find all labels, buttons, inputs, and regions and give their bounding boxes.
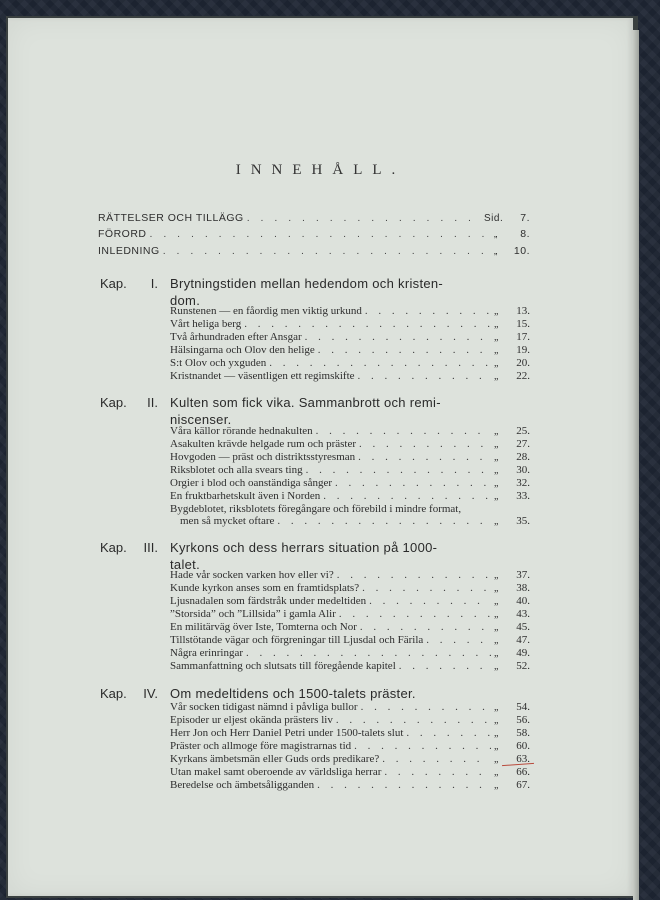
chapter-number: I. [150, 276, 158, 291]
toc-row [170, 582, 530, 595]
dot-leader [244, 318, 491, 331]
toc-row [170, 608, 530, 621]
toc-row [170, 370, 530, 383]
dot-leader [335, 477, 491, 490]
toc-row [170, 714, 530, 727]
page-marker: „ [494, 319, 499, 330]
page-marker: „ [494, 345, 499, 356]
page-number: 7. [520, 212, 530, 224]
chapter-title-line: Kyrkons och dess herrars situation på 1000- [170, 540, 438, 555]
chapter-title-line: talet. [170, 557, 200, 572]
toc-row [170, 331, 530, 344]
toc-row-label: Präster och allmoge före magistrarnas tid [170, 740, 352, 752]
chapter-title-line: Om medeltidens och 1500-talets präster. [170, 686, 416, 701]
toc-row-label: Ljusnadalen som färdstråk under medeltiden [170, 595, 367, 607]
dot-leader [269, 357, 491, 370]
chapter-title-line: Brytningstiden mellan hedendom och kristen- [170, 276, 444, 291]
toc-row [170, 490, 530, 503]
page-number: 45. [516, 621, 530, 633]
page-marker: „ [494, 728, 499, 739]
chapter-label: Kap. [100, 540, 127, 555]
toc-row-label: Vårt heliga berg [170, 318, 242, 330]
dot-leader [369, 595, 491, 608]
toc-row-label: RÄTTELSER OCH TILLÄGG [98, 212, 244, 224]
page-number: 30. [516, 464, 530, 476]
page-marker: „ [494, 358, 499, 369]
page-marker: „ [494, 229, 498, 240]
page-marker: „ [494, 583, 499, 594]
toc-row-label: Kristnandet — väsentligen ett regimskifte [170, 370, 355, 382]
toc-row-forord [98, 228, 530, 241]
page-marker: Sid. [484, 213, 504, 224]
dot-leader [339, 608, 491, 621]
page-marker: „ [494, 426, 499, 437]
chapter-title-line: dom. [170, 293, 201, 308]
dot-leader [354, 740, 491, 753]
toc-row-label: Sammanfattning och slutsats till föregående kapitel [170, 660, 396, 672]
dot-leader [305, 331, 491, 344]
toc-row-label: Kyrkans ämbetsmän eller Guds ords predikare? [170, 753, 380, 765]
page-number: 67. [516, 779, 530, 791]
dot-leader [360, 621, 491, 634]
page-stack-edge [633, 30, 639, 900]
toc-row-label: Riksblotet och alla svears ting [170, 464, 303, 476]
dot-leader [247, 212, 481, 225]
dot-leader [399, 660, 491, 673]
page-number: 38. [516, 582, 530, 594]
dot-leader [336, 714, 491, 727]
toc-row [170, 357, 530, 370]
toc-row-inledning [98, 245, 530, 258]
page-number: 56. [516, 714, 530, 726]
page-marker: „ [494, 635, 499, 646]
toc-row-label-line: Bygdeblotet, riksblotets föregångare och förebild i mindre format, [170, 503, 462, 515]
page-number: 17. [516, 331, 530, 343]
page-marker: „ [494, 246, 498, 257]
page-number: 27. [516, 438, 530, 450]
toc-row [170, 660, 530, 673]
toc-row-label: Kunde kyrkon anses som en framtidsplats? [170, 582, 360, 594]
toc-row-label: Hade vår socken varken hov eller vi? [170, 569, 334, 581]
toc-row-label: Beredelse och ämbetsåligganden [170, 779, 315, 791]
chapter-number: III. [143, 540, 158, 555]
page-marker: „ [494, 609, 499, 620]
page-number: 32. [516, 477, 530, 489]
page-number: 52. [516, 660, 530, 672]
toc-row-label: Våra källor rörande hednakulten [170, 425, 313, 437]
dot-leader [318, 344, 491, 357]
page-marker: „ [494, 741, 499, 752]
page-number: 33. [516, 490, 530, 502]
dot-leader [317, 779, 491, 792]
page-marker: „ [494, 661, 499, 672]
toc-row [170, 740, 530, 753]
chapter-label: Kap. [100, 686, 127, 701]
toc-row-label: Hälsingarna och Olov den helige [170, 344, 315, 356]
page-marker: „ [494, 452, 499, 463]
toc-row [170, 779, 530, 792]
page-marker: „ [494, 516, 499, 527]
toc-row-label: En fruktbarhetskult även i Norden [170, 490, 321, 502]
toc-row-label: Vår socken tidigast nämnd i påvliga bullor [170, 701, 358, 713]
toc-row-label: S:t Olov och yxguden [170, 357, 267, 369]
dot-leader [362, 582, 491, 595]
chapter-title-line: niscenser. [170, 412, 232, 427]
toc-row-label: En militärväg över Iste, Tomterna och Nor [170, 621, 357, 633]
page-number: 43. [516, 608, 530, 620]
page-number: 37. [516, 569, 530, 581]
toc-row [170, 464, 530, 477]
dot-leader [323, 490, 491, 503]
chapter-title [170, 275, 443, 309]
toc-row [170, 425, 530, 438]
toc-row [170, 753, 530, 766]
page-number: 20. [516, 357, 530, 369]
page-number: 49. [516, 647, 530, 659]
dot-leader [384, 766, 491, 779]
page-marker: „ [494, 596, 499, 607]
toc-row [170, 595, 530, 608]
toc-row-label: Hovgoden — präst och distriktsstyresman [170, 451, 356, 463]
chapter-title [170, 394, 441, 428]
toc-row-label: Två århundraden efter Ansgar [170, 331, 302, 343]
page-number: 66. [516, 766, 530, 778]
page-number: 25. [516, 425, 530, 437]
toc-row-label: ”Storsida” och ”Lillsida” i gamla Alir [170, 608, 336, 620]
page-marker: „ [494, 465, 499, 476]
page-number: 60. [516, 740, 530, 752]
page-number: 47. [516, 634, 530, 646]
dot-leader [337, 569, 491, 582]
chapter-title-line: Kulten som fick vika. Sammanbrott och remi- [170, 395, 441, 410]
toc-row-multiline [170, 503, 530, 528]
toc-row [170, 701, 530, 714]
chapter-title [170, 539, 437, 573]
toc-row-label: Utan makel samt oberoende av världsliga herrar [170, 766, 382, 778]
toc-row [170, 634, 530, 647]
page-marker: „ [494, 622, 499, 633]
page-marker: „ [494, 702, 499, 713]
book-page [8, 18, 633, 896]
dot-leader [306, 464, 491, 477]
page-marker: „ [494, 780, 499, 791]
chapter-number: II. [147, 395, 158, 410]
dot-leader [359, 438, 491, 451]
page-number: 40. [516, 595, 530, 607]
dot-leader [150, 228, 492, 241]
toc-row [170, 344, 530, 357]
page-marker: „ [494, 439, 499, 450]
toc-row [170, 569, 530, 582]
page-marker: „ [494, 570, 499, 581]
toc-row [170, 647, 530, 660]
dot-leader [277, 515, 491, 528]
toc-row-label: Tillstötande vägar och förgreningar till Ljusdal och Färila [170, 634, 424, 646]
dot-leader [246, 647, 491, 660]
toc-row [170, 766, 530, 779]
chapter-label: Kap. [100, 395, 127, 410]
toc-row-label: Herr Jon och Herr Daniel Petri under 1500-talets slut [170, 727, 404, 739]
toc-row [170, 477, 530, 490]
page-number: 22. [516, 370, 530, 382]
toc-row [170, 621, 530, 634]
dot-leader [358, 370, 491, 383]
toc-row-label: Några erinringar [170, 647, 243, 659]
chapter-label: Kap. [100, 276, 127, 291]
toc-row [170, 727, 530, 740]
page-number: 8. [520, 228, 530, 240]
toc-row-continuation [170, 515, 530, 528]
dot-leader [358, 451, 491, 464]
page-marker: „ [494, 478, 499, 489]
dot-leader [426, 634, 491, 647]
page-number: 35. [516, 515, 530, 527]
page-marker: „ [494, 371, 499, 382]
toc-row-label: Runstenen — en fåordig men viktig urkund [170, 305, 362, 317]
page-marker: „ [494, 332, 499, 343]
page-number: 13. [516, 305, 530, 317]
chapter-number: IV. [143, 686, 158, 701]
toc-row-label: FÖRORD [98, 228, 147, 240]
toc-row-label: Asakulten krävde helgade rum och präster [170, 438, 357, 450]
page-number: 15. [516, 318, 530, 330]
toc-row [170, 305, 530, 318]
page-number: 63. [516, 753, 530, 765]
page-number: 58. [516, 727, 530, 739]
page-title: INNEHÅLL. [235, 162, 406, 178]
dot-leader [406, 727, 491, 740]
page-number: 10. [513, 245, 530, 257]
page-marker: „ [494, 648, 499, 659]
toc-row [170, 318, 530, 331]
toc-row-label: Episoder ur eljest okända prästers liv [170, 714, 333, 726]
toc-row-label-line: men så mycket oftare [180, 515, 275, 527]
page-number: 19. [516, 344, 530, 356]
toc-row-label: INLEDNING [98, 245, 160, 257]
dot-leader [382, 753, 491, 766]
page-marker: „ [494, 767, 499, 778]
page-number: 54. [516, 701, 530, 713]
page-marker: „ [494, 715, 499, 726]
chapter-title [170, 685, 416, 702]
dot-leader [163, 245, 491, 258]
dot-leader [361, 701, 491, 714]
toc-row [170, 438, 530, 451]
toc-row-rattelser [98, 212, 530, 225]
dot-leader [365, 305, 491, 318]
page-marker: „ [494, 491, 499, 502]
page-marker: „ [494, 754, 499, 765]
page-marker: „ [494, 306, 499, 317]
toc-row [170, 451, 530, 464]
page-number: 28. [516, 451, 530, 463]
toc-row-label: Orgier i blod och oanständiga sånger [170, 477, 333, 489]
dot-leader [316, 425, 491, 438]
